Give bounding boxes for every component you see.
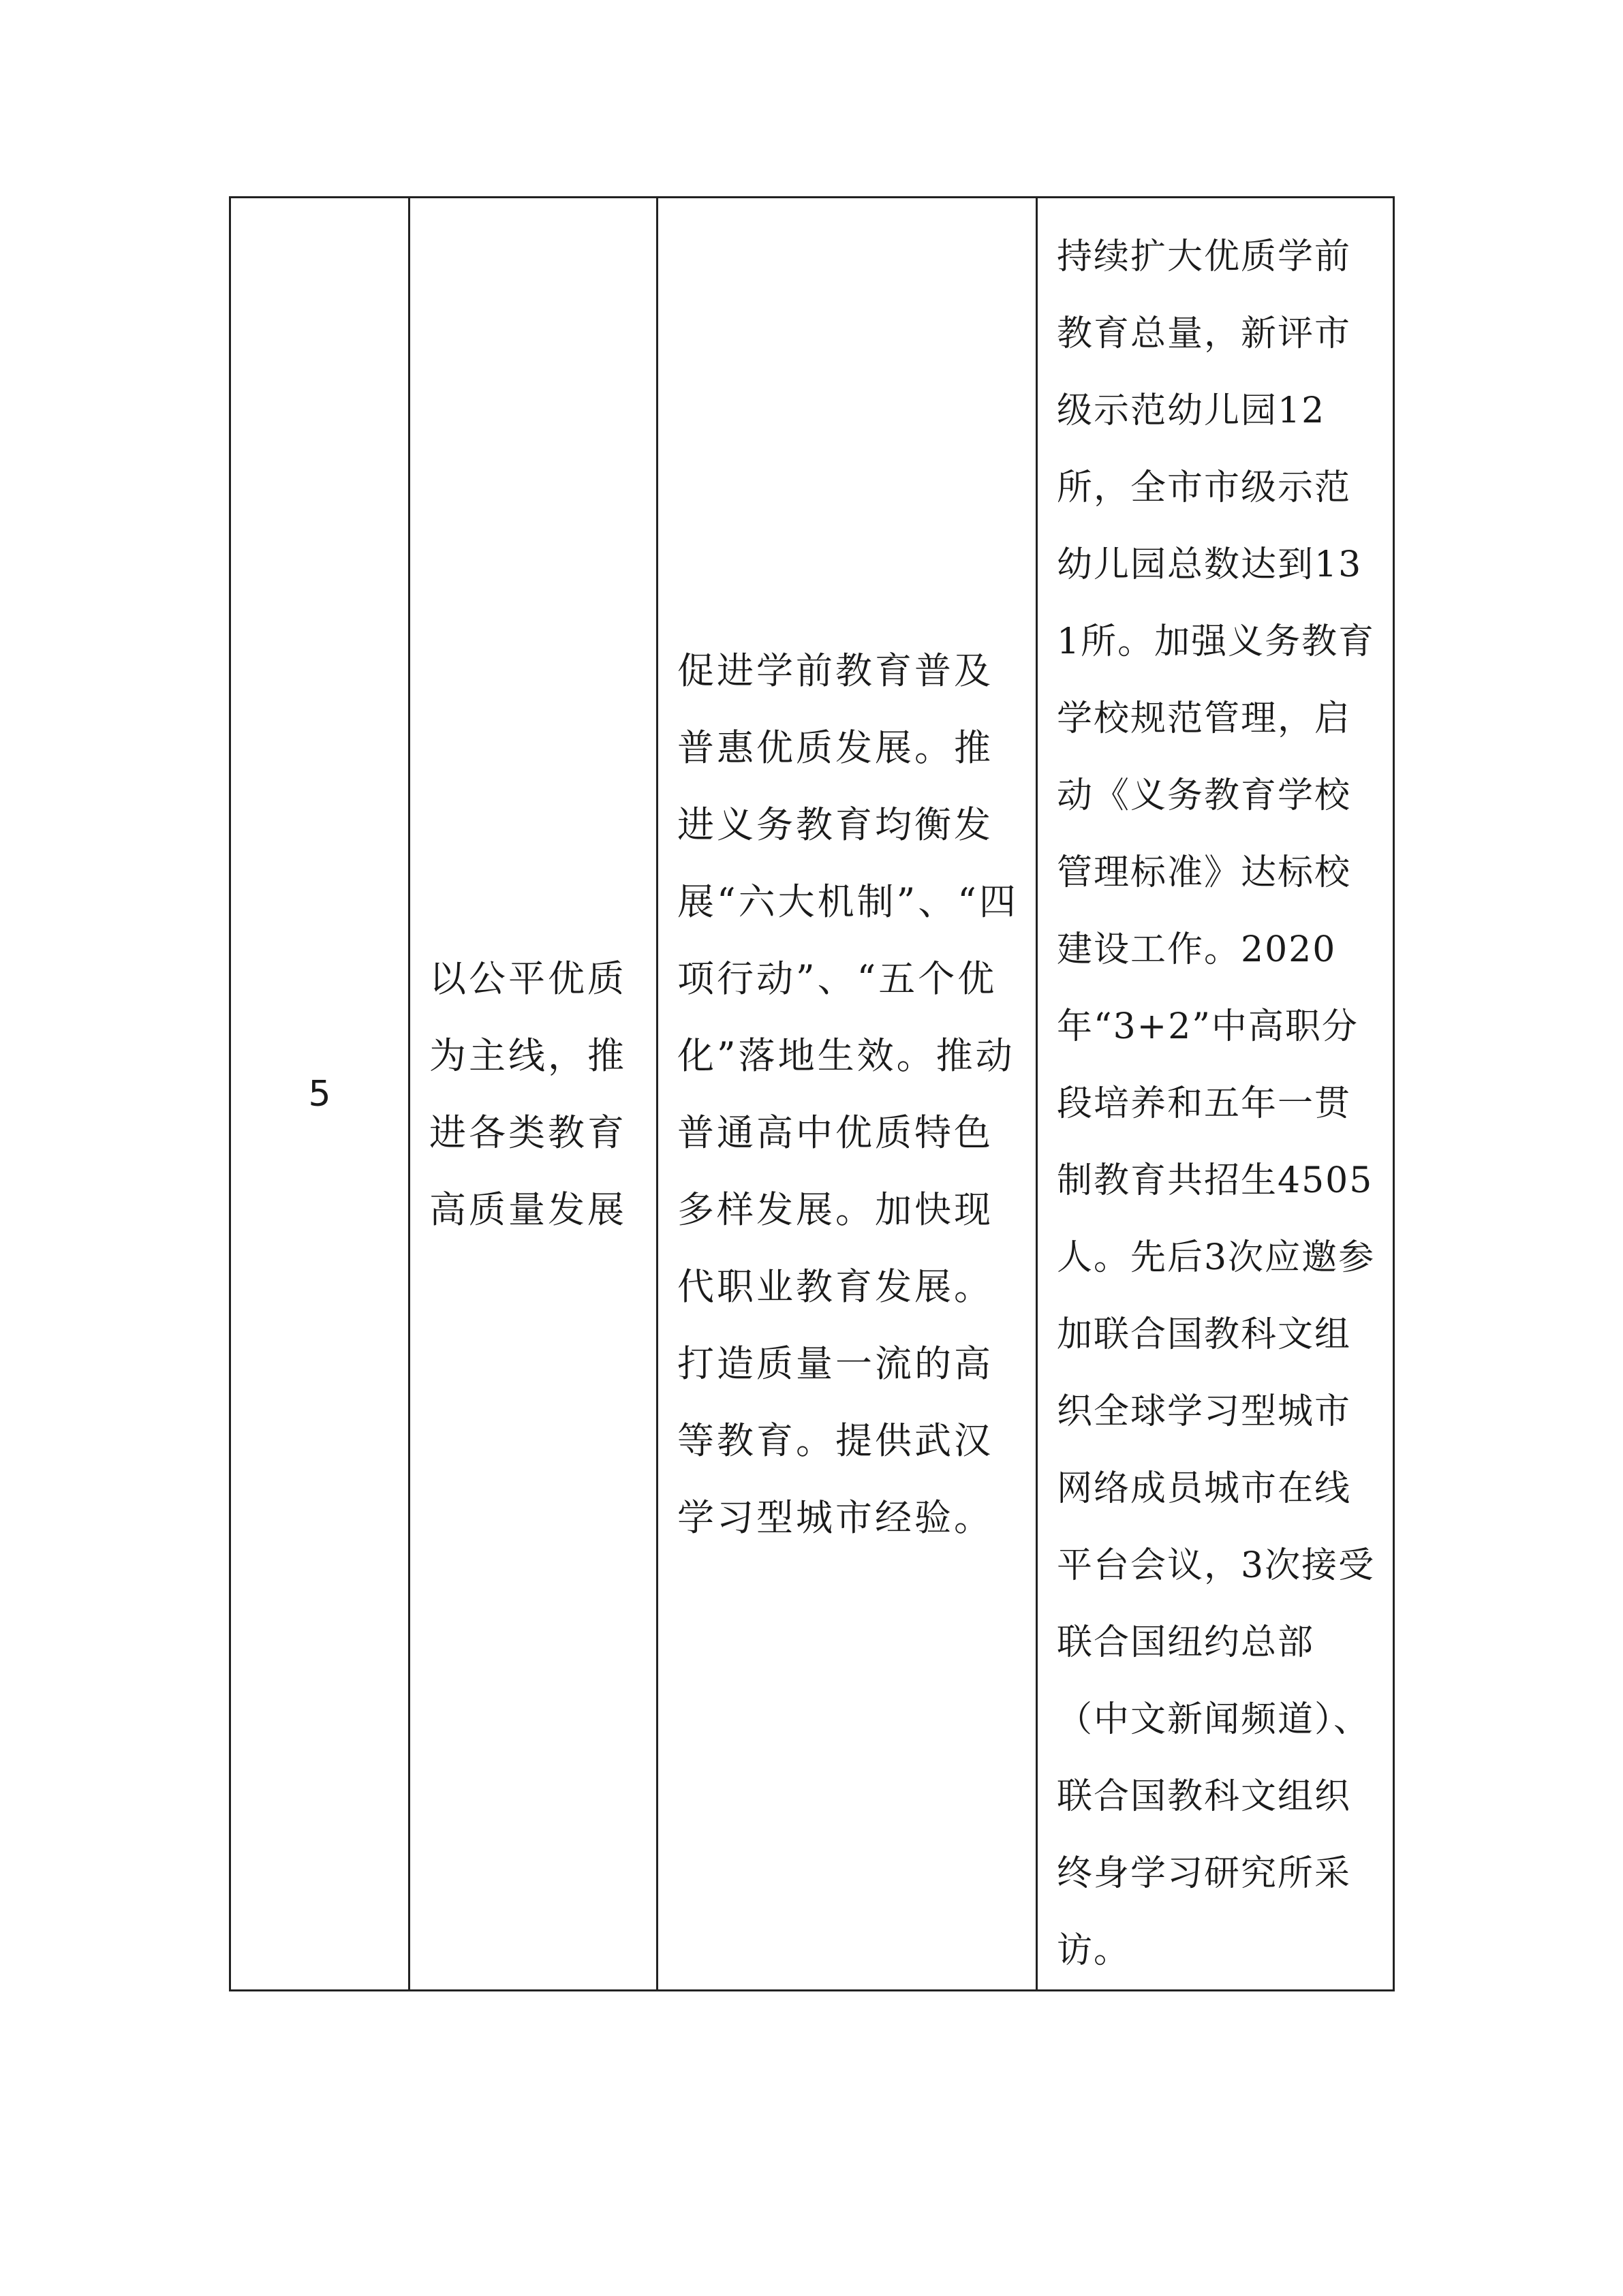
theme-cell — [409, 198, 658, 1991]
row-number: 5 — [308, 1073, 331, 1115]
results-text: 持续扩大优质学前教育总量，新评市级示范幼儿园12所，全市市级示范幼儿园总数达到131所。加强义务教育学校规范管理，启动《义务教育学校管理标准》达标校建设工作。2020年“3+2”中高职分段培养和五年一贯制教育共招生4505人。先后3次应邀参加联合国教科文组织全球学习型城市网络成员城市在线平台会议，3次接受联合国纽约总部（中文新闻频道）、联合国教科文组织终身学习研究所采访。 — [1057, 236, 1376, 1971]
row-number-cell — [230, 198, 409, 1991]
measures-cell — [658, 198, 1037, 1991]
work-table — [229, 196, 1395, 1991]
theme-text: 以公平优质为主线，推进各类教育高质量发展 — [429, 957, 627, 1231]
table-row — [230, 198, 1394, 1991]
results-cell — [1037, 198, 1394, 1991]
measures-text: 促进学前教育普及普惠优质发展。推进义务教育均衡发展“六大机制”、“四项行动”、“五个优化”落地生效。推动普通高中优质特色多样发展。加快现代职业教育发展。打造质量一流的高等教育。提供武汉学习型城市经验。 — [677, 649, 1019, 1539]
